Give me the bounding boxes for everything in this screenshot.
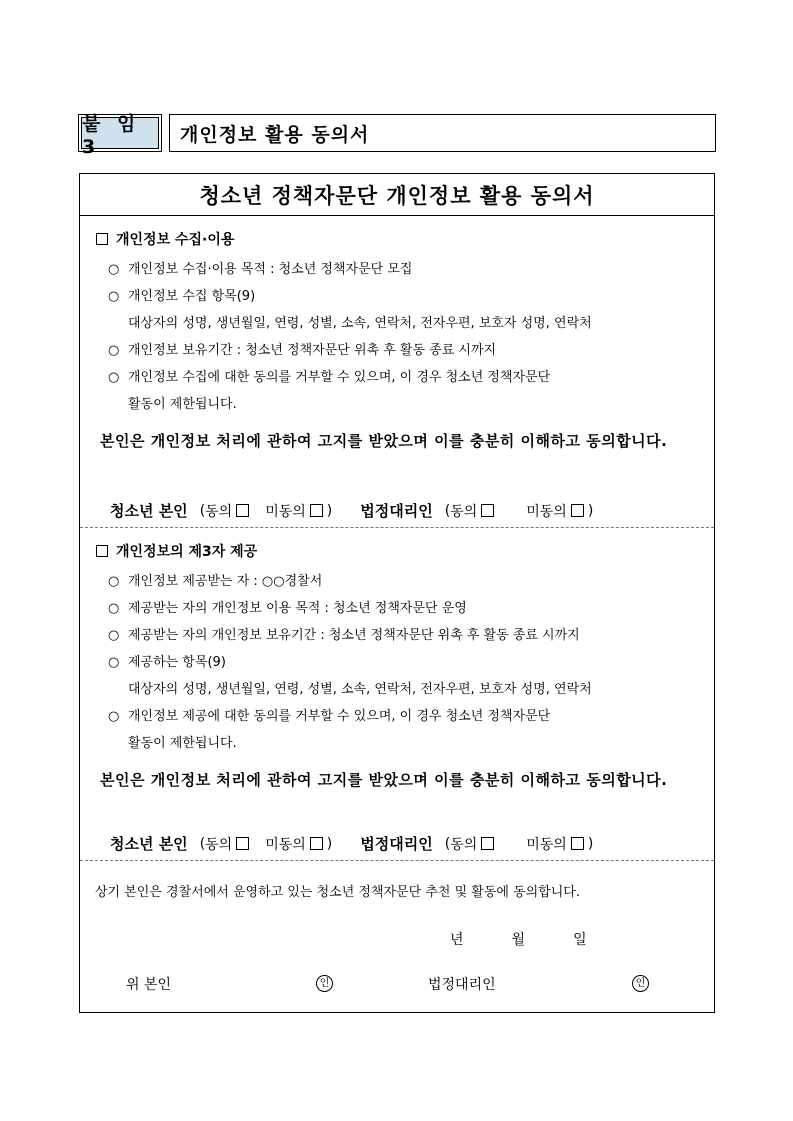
guardian-agree-checkbox[interactable] xyxy=(481,837,494,850)
form-title: 청소년 정책자문단 개인정보 활용 동의서 xyxy=(80,174,714,216)
disagree-label: 미동의 xyxy=(265,503,306,520)
paren: ) xyxy=(587,502,594,519)
circle-bullet-icon: ○ xyxy=(108,343,120,358)
guardian-disagree-checkbox[interactable] xyxy=(571,837,584,850)
section-third-party xyxy=(80,528,714,861)
list-item xyxy=(96,649,698,676)
list-item xyxy=(96,364,698,391)
guardian-agree-checkbox[interactable] xyxy=(481,504,494,517)
section-heading xyxy=(96,216,698,250)
circle-bullet-icon: ○ xyxy=(108,601,120,616)
list-item-text: 개인정보 수집·이용 목적 : 청소년 정책자문단 모집 xyxy=(128,262,413,277)
guardian-signature-label: 법정대리인 xyxy=(428,977,496,993)
checkbox-icon xyxy=(96,545,108,557)
list-item-text: 개인정보 보유기간 : 청소년 정책자문단 위촉 후 활동 종료 시까지 xyxy=(128,343,497,358)
list-item-continuation: 대상자의 성명, 생년월일, 연령, 성별, 소속, 연락처, 전자우편, 보호자 성명, 연락처 xyxy=(128,316,592,331)
seal-mark: 인 xyxy=(316,975,333,992)
agree-label: 동의 xyxy=(205,503,233,520)
list-item xyxy=(96,283,698,310)
list-item xyxy=(96,337,698,364)
circle-bullet-icon: ○ xyxy=(108,262,120,277)
attachment-badge xyxy=(78,112,162,158)
paren: ( xyxy=(444,835,451,852)
youth-agree-checkbox[interactable] xyxy=(236,837,249,850)
document-title: 개인정보 활용 동의서 xyxy=(169,114,716,152)
day-label: 일 xyxy=(573,932,587,948)
list-item-text: 개인정보 제공받는 자 : ○○경찰서 xyxy=(128,574,323,589)
consent-statement: 본인은 개인정보 처리에 관하여 고지를 받았으며 이를 충분히 이해하고 동의합니다. xyxy=(100,771,668,789)
list-item-text: 개인정보 수집 항목(9) xyxy=(128,289,256,304)
list-item-continuation: 활동이 제한됩니다. xyxy=(128,736,237,751)
year-label: 년 xyxy=(450,932,464,948)
self-signature-label: 위 본인 xyxy=(126,977,172,993)
final-consent-statement: 상기 본인은 경찰서에서 운영하고 있는 청소년 정책자문단 추천 및 활동에 동의합니다. xyxy=(95,885,580,900)
agree-label: 동의 xyxy=(450,836,478,853)
signature-footer xyxy=(80,861,714,1015)
circle-bullet-icon: ○ xyxy=(108,370,120,385)
youth-disagree-checkbox[interactable] xyxy=(310,504,323,517)
list-item xyxy=(96,256,698,283)
paren: ) xyxy=(326,502,333,519)
self-seal-icon xyxy=(316,974,333,992)
paren: ( xyxy=(444,502,451,519)
list-item-text: 개인정보 제공에 대한 동의를 거부할 수 있으며, 이 경우 청소년 정책자문단 xyxy=(128,709,551,724)
agree-label: 동의 xyxy=(205,836,233,853)
attachment-label: 붙 임 3 xyxy=(81,117,159,149)
youth-label: 청소년 본인 xyxy=(110,835,188,853)
section-heading-label: 개인정보 수집·이용 xyxy=(116,232,235,248)
list-item xyxy=(96,622,698,649)
list-item xyxy=(96,595,698,622)
circle-bullet-icon: ○ xyxy=(108,628,120,643)
header-row xyxy=(78,112,716,158)
circle-bullet-icon: ○ xyxy=(108,574,120,589)
paren: ( xyxy=(199,502,206,519)
list-item-continuation: 활동이 제한됩니다. xyxy=(128,397,237,412)
signature-choice-row xyxy=(110,500,593,521)
list-item-text: 개인정보 수집에 대한 동의를 거부할 수 있으며, 이 경우 청소년 정책자문단 xyxy=(128,370,551,385)
list-item xyxy=(96,703,698,730)
paren: ) xyxy=(587,835,594,852)
checkbox-icon xyxy=(96,233,108,245)
agree-label: 동의 xyxy=(450,503,478,520)
paren: ( xyxy=(199,835,206,852)
list-item xyxy=(96,568,698,595)
circle-bullet-icon: ○ xyxy=(108,655,120,670)
seal-mark: 인 xyxy=(632,975,649,992)
consent-statement: 본인은 개인정보 처리에 관하여 고지를 받았으며 이를 충분히 이해하고 동의합니다. xyxy=(100,432,668,450)
signature-choice-row xyxy=(110,833,593,854)
list-item-text: 제공받는 자의 개인정보 보유기간 : 청소년 정책자문단 위촉 후 활동 종료 시까지 xyxy=(128,628,580,643)
youth-agree-checkbox[interactable] xyxy=(236,504,249,517)
circle-bullet-icon: ○ xyxy=(108,709,120,724)
section-heading-label: 개인정보의 제3자 제공 xyxy=(116,544,258,560)
list-item-text: 제공하는 항목(9) xyxy=(128,655,226,670)
guardian-seal-icon xyxy=(632,974,649,992)
disagree-label: 미동의 xyxy=(526,836,567,853)
section-collection-use xyxy=(80,216,714,528)
consent-form xyxy=(79,173,715,1013)
paren: ) xyxy=(326,835,333,852)
date-row xyxy=(450,929,635,949)
section-heading xyxy=(96,528,698,562)
guardian-label: 법정대리인 xyxy=(360,502,433,520)
guardian-disagree-checkbox[interactable] xyxy=(571,504,584,517)
youth-disagree-checkbox[interactable] xyxy=(310,837,323,850)
month-label: 월 xyxy=(511,932,526,948)
circle-bullet-icon: ○ xyxy=(108,289,120,304)
disagree-label: 미동의 xyxy=(265,836,306,853)
youth-label: 청소년 본인 xyxy=(110,502,188,520)
guardian-label: 법정대리인 xyxy=(360,835,433,853)
list-item-text: 제공받는 자의 개인정보 이용 목적 : 청소년 정책자문단 운영 xyxy=(128,601,467,616)
list-item-continuation: 대상자의 성명, 생년월일, 연령, 성별, 소속, 연락처, 전자우편, 보호자 성명, 연락처 xyxy=(128,682,592,697)
disagree-label: 미동의 xyxy=(526,503,567,520)
